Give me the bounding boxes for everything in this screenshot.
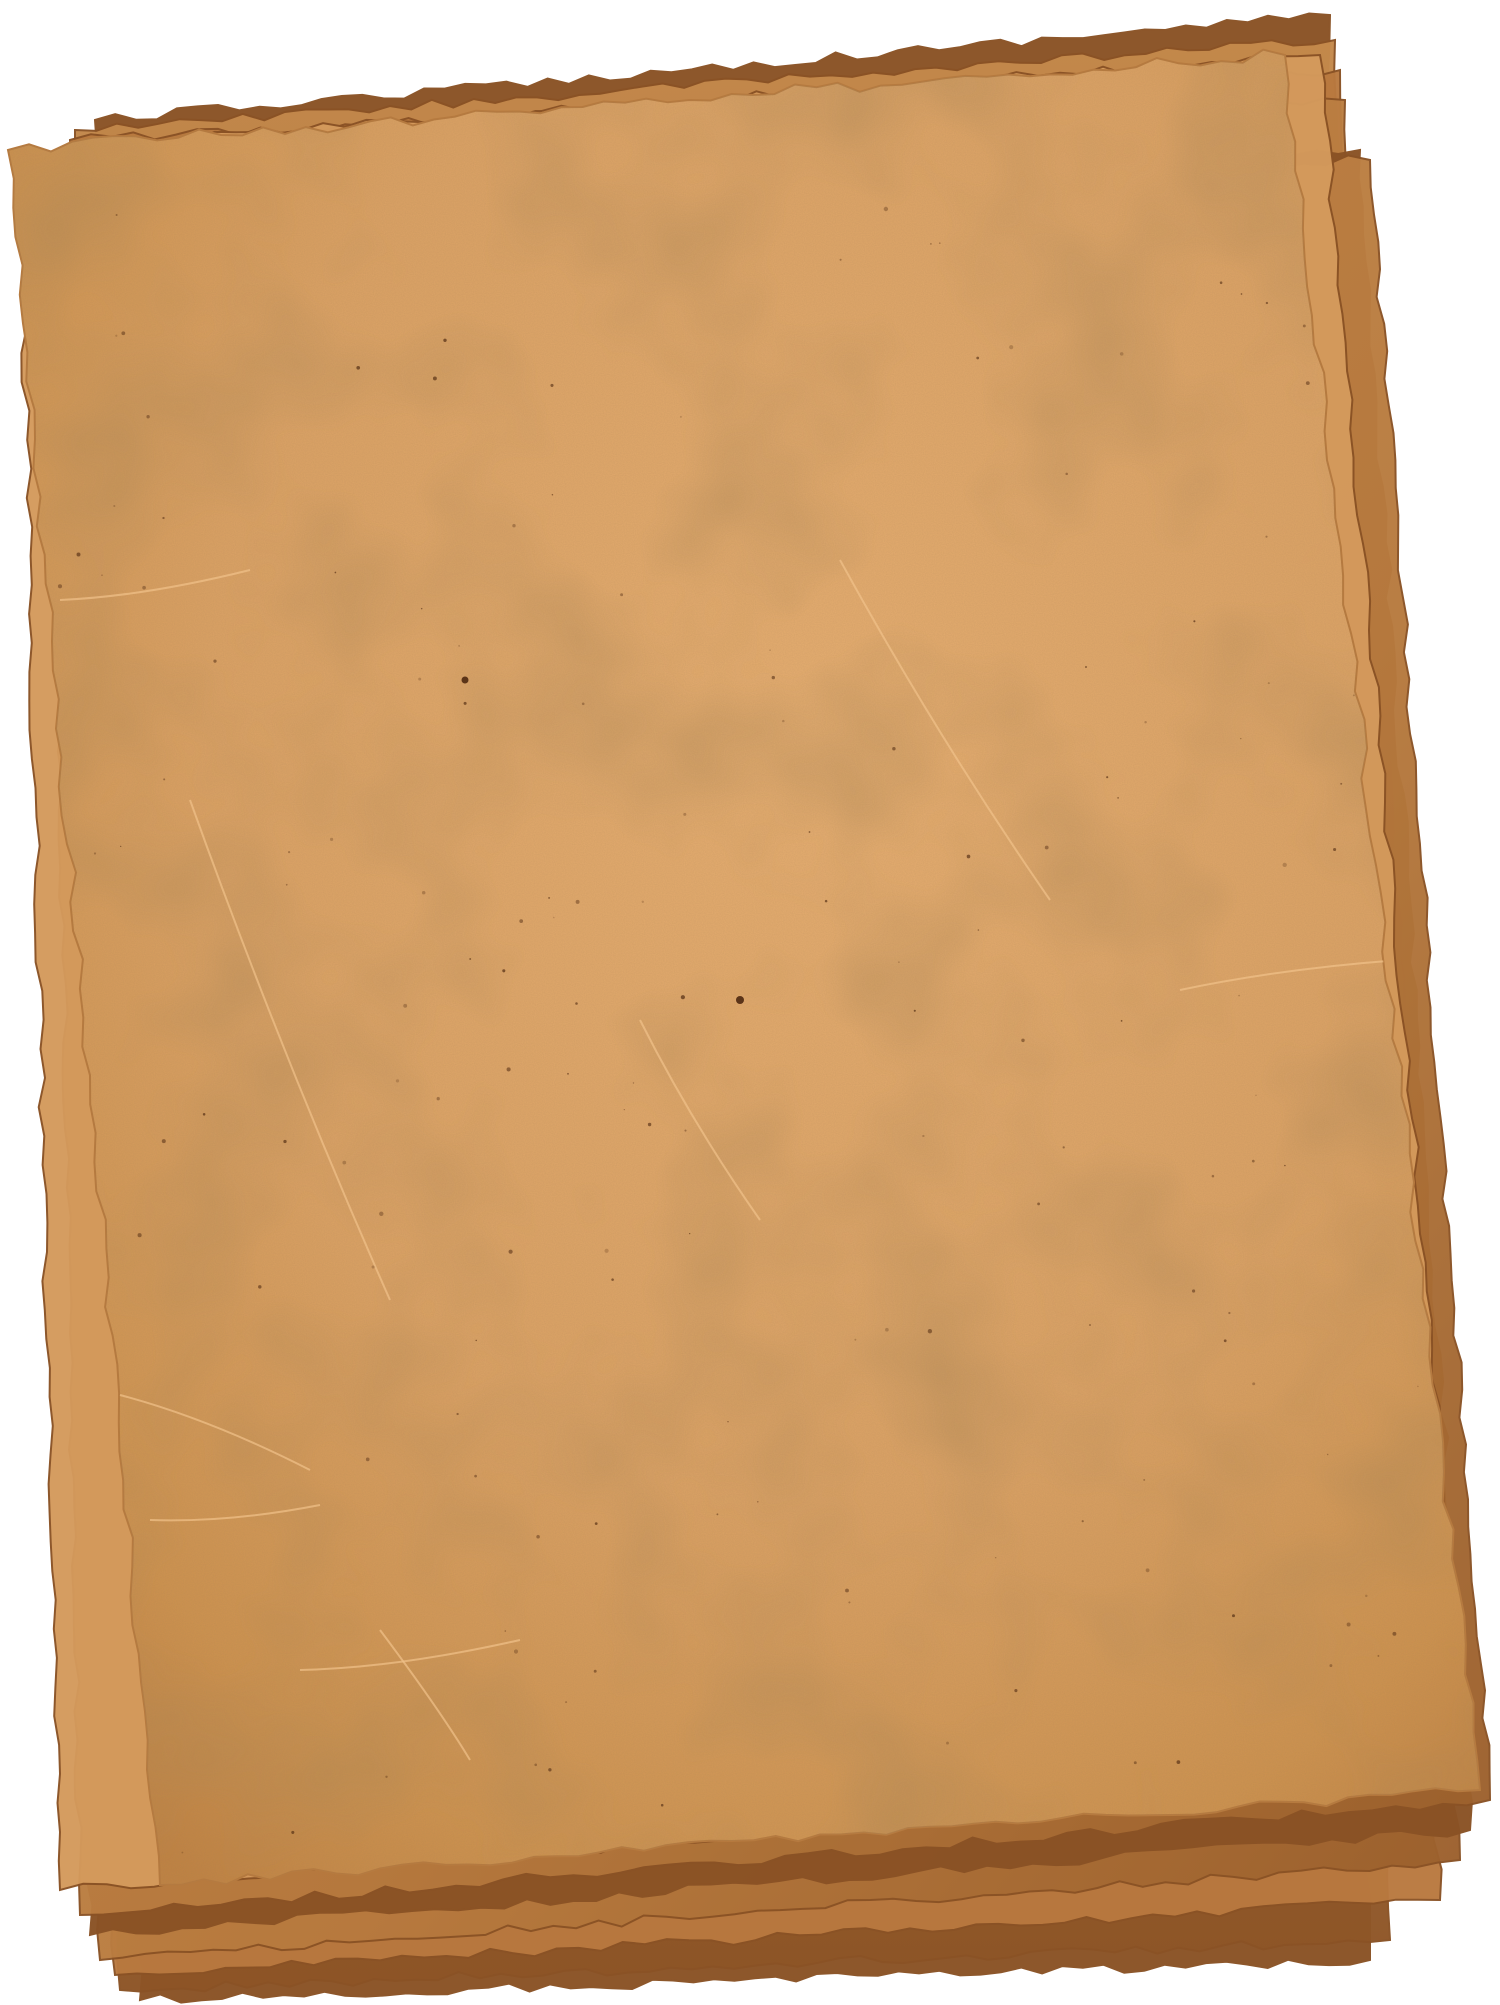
speck [1063,1146,1065,1148]
speck [681,995,685,999]
speck [1192,1289,1195,1292]
speck [403,1004,407,1008]
speck [422,891,425,894]
speck [1365,1595,1367,1597]
speck [845,1589,849,1593]
speck [1193,620,1195,622]
speck [624,1109,625,1110]
speck [1238,995,1240,997]
speck [898,961,900,963]
speck [648,1123,651,1126]
speck [291,1831,294,1834]
speck [611,1278,614,1281]
speck [884,207,888,211]
speck [396,1079,399,1082]
speck [848,1601,850,1603]
speck [379,1212,383,1216]
speck [1240,738,1241,739]
speck [443,339,446,342]
speck [456,1413,458,1415]
speck [58,584,62,588]
speck [504,1630,506,1632]
speck [203,1113,206,1116]
speck [372,1265,375,1268]
speck [939,242,941,244]
speck [113,505,115,507]
speck [286,884,288,886]
speck [892,747,895,750]
speck [1009,345,1013,349]
speck [727,1421,728,1422]
speck [1228,1312,1230,1314]
speck [548,897,550,899]
speck [330,838,333,841]
speck [825,900,828,903]
speck [1333,848,1336,851]
speck [458,645,460,647]
speck [928,1329,932,1333]
speck [94,852,96,854]
speck [474,1475,477,1478]
speck [335,572,337,574]
speck [418,678,421,681]
speck [1220,281,1223,284]
speck [576,900,580,904]
speck [519,919,523,923]
speck [1268,682,1270,684]
speck [1306,381,1310,385]
speck [565,1701,567,1703]
speck [77,553,81,557]
speck [162,1139,166,1143]
speck [181,1852,183,1854]
speck [162,517,164,519]
speck [1065,473,1068,476]
speck [101,574,103,576]
speck [1082,1520,1084,1522]
speck [854,1339,856,1341]
speck [475,1340,477,1342]
speck [120,846,121,847]
speck [769,649,771,651]
speck [1085,666,1087,668]
speck [684,1130,686,1132]
speck [163,778,165,780]
speck [1417,1386,1418,1387]
speck [548,1768,551,1771]
speck [342,1161,346,1165]
speck [914,1010,916,1012]
speck [507,1067,511,1071]
speck [1212,1175,1215,1178]
speck [512,524,515,527]
speck [1089,1324,1091,1326]
speck [502,969,505,972]
speck [283,1140,286,1143]
speck [840,259,842,261]
speck [946,1742,949,1745]
speck [1252,1382,1255,1385]
speck [1255,1095,1256,1096]
speck [605,1249,609,1253]
speck [1265,536,1267,538]
speck [1392,1632,1396,1636]
speck [1143,1479,1145,1481]
speck [885,1328,889,1332]
speck [1037,1203,1040,1206]
speck [1232,1614,1235,1617]
speck [509,1250,513,1254]
speck [922,1135,924,1137]
speck [1144,721,1146,723]
speck [146,415,149,418]
speck [1340,783,1342,785]
speck [716,1513,718,1515]
speck [1117,797,1119,799]
speck [642,901,644,903]
speck [1120,352,1124,356]
speck [594,1670,597,1673]
speck [1177,1760,1181,1764]
speck [1241,293,1243,295]
speck [258,1285,261,1288]
speck [553,917,555,919]
speck [772,676,775,679]
speck [595,1522,598,1525]
speck [421,608,423,610]
speck [213,659,216,662]
speck [633,1082,634,1083]
speck [809,831,811,833]
speck [1327,1454,1328,1455]
speck [575,1002,578,1005]
speck [967,855,971,859]
speck [661,1804,664,1807]
speck [1303,324,1306,327]
speck [1106,776,1108,778]
speck [1045,846,1049,850]
speck [976,357,979,360]
speck [469,958,471,960]
speck [115,335,117,337]
speck [1329,1664,1332,1667]
speck [1014,1689,1017,1692]
speck [437,1097,440,1100]
speck [1284,1165,1285,1166]
speck [978,929,980,931]
speck [433,376,437,380]
speck [1266,302,1268,304]
ink-spot [736,996,744,1004]
speck [1224,1339,1227,1342]
speck [138,1233,142,1237]
speck [1121,1020,1123,1022]
speck [995,1557,996,1558]
speck [550,384,553,387]
speck [680,416,682,418]
ink-spot [462,677,469,684]
speck [1146,1568,1150,1572]
speck [116,214,118,216]
speck [536,1535,540,1539]
speck [782,720,784,722]
speck [121,331,125,335]
speck [1353,694,1355,696]
speck [1377,1655,1379,1657]
speck [1021,1039,1024,1042]
speck [366,1458,370,1462]
speck [930,243,932,245]
speck [514,1649,518,1653]
speck [534,1763,537,1766]
speck [1283,863,1287,867]
speck [1347,1623,1351,1627]
speck [288,851,290,853]
speck [142,586,146,590]
speck [582,703,585,706]
speck [356,366,360,370]
speck [757,1501,759,1503]
speck [1134,1761,1137,1764]
speck [620,593,623,596]
speck [1252,1160,1255,1163]
speck [689,1233,690,1234]
speck [464,702,467,705]
speck [385,1776,387,1778]
speck [683,813,686,816]
speck [567,1073,569,1075]
speck [552,494,554,496]
